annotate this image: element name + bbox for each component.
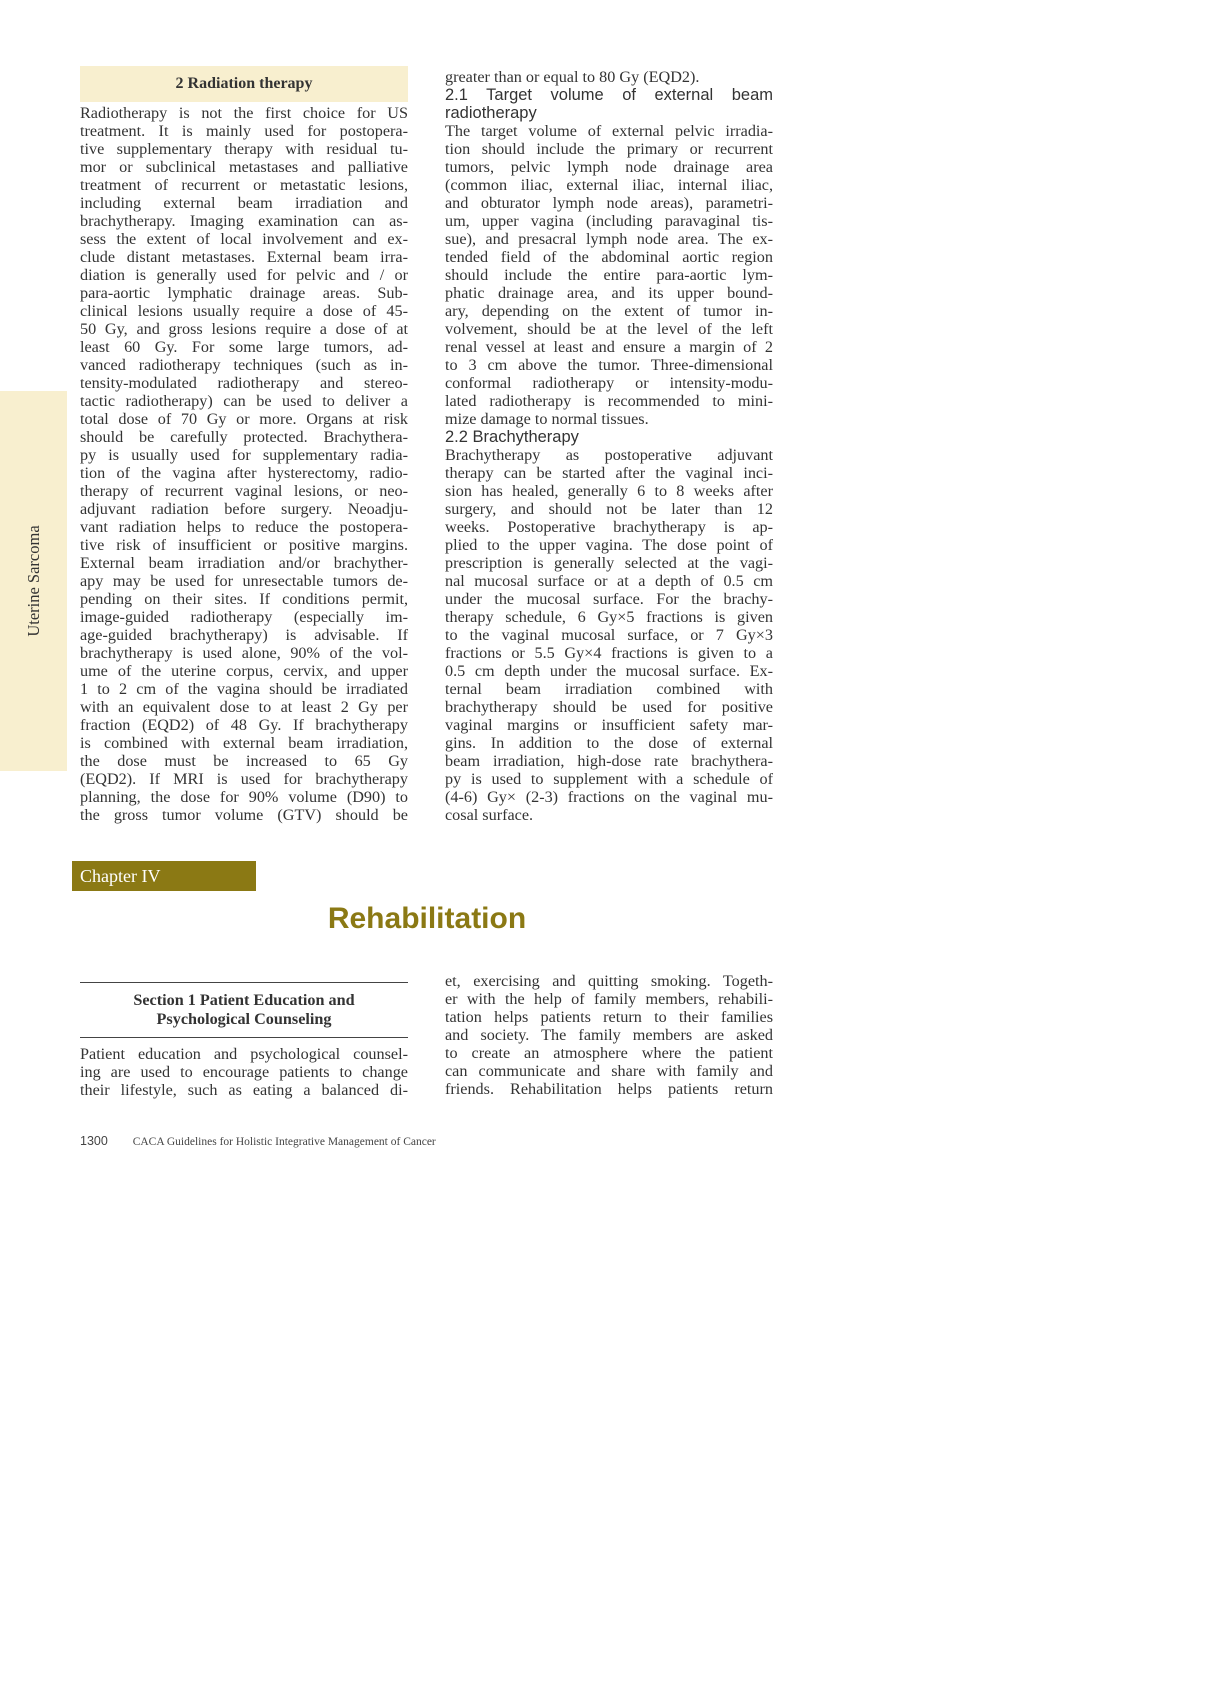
paragraph-line: Patient education and psychological counsel- [80,1045,408,1063]
paragraph-line: mor or subclinical metastases and palliative [80,158,408,176]
paragraph-line: weeks. Postoperative brachytherapy is ap- [445,518,773,536]
paragraph-line: vaginal margins or insufficient safety mar- [445,716,773,734]
paragraph-line: lated radiotherapy is recommended to mini- [445,392,773,410]
paragraph-line: tive risk of insufficient or positive margins. [80,536,408,554]
paragraph-line: cosal surface. [445,806,534,824]
paragraph-line: and obturator lymph node areas), parametri- [445,194,773,212]
paragraph-line: surgery, and should not be later than 12 [445,500,773,518]
paragraph-line: vanced radiotherapy techniques (such as in- [80,356,408,374]
paragraph-line: (EQD2). If MRI is used for brachytherapy [80,770,408,788]
paragraph-line: tion should include the primary or recurrent [445,140,773,158]
paragraph-line: the gross tumor volume (GTV) should be [80,806,408,824]
paragraph-line: (4-6) Gy× (2-3) fractions on the vaginal mu- [445,788,773,806]
paragraph-line: py is used to supplement with a schedule of [445,770,773,788]
paragraph-line: age-guided brachytherapy) is advisable. If [80,626,408,644]
right-column-radiation [445,68,773,824]
paragraph-line: their lifestyle, such as eating a balanced di- [80,1081,408,1099]
paragraph-line: image-guided radiotherapy (especially im- [80,608,408,626]
paragraph-line: apy may be used for unresectable tumors de- [80,572,408,590]
paragraph-line: et, exercising and quitting smoking. Togeth- [445,972,773,990]
paragraph-line: planning, the dose for 90% volume (D90) to [80,788,408,806]
paragraph-line: 1 to 2 cm of the vagina should be irradiated [80,680,408,698]
paragraph-line: pending on their sites. If conditions permit, [80,590,408,608]
paragraph-line: under the mucosal surface. For the brachy- [445,590,773,608]
paragraph-line: to the vaginal mucosal surface, or 7 Gy×3 [445,626,773,644]
paragraph-line: vant radiation helps to reduce the postopera- [80,518,408,536]
paragraph-2-1 [445,122,773,428]
chapter-label: Chapter IV [72,861,256,891]
paragraph-line: mize damage to normal tissues. [445,410,649,428]
paragraph-line: tactic radiotherapy) can be used to deliver a [80,392,408,410]
page-footer [80,1134,436,1148]
chapter-title: Rehabilitation [327,902,527,935]
paragraph-line: and society. The family members are asked [445,1026,773,1044]
paragraph-line: to 3 cm above the tumor. Three-dimensional [445,356,773,374]
paragraph-line: tensity-modulated radiotherapy and stereo- [80,374,408,392]
section-heading-radiation-therapy: 2 Radiation therapy [80,66,408,102]
paragraph-line: greater than or equal to 80 Gy (EQD2). [445,68,700,86]
paragraph-line: friends. Rehabilitation helps patients return [445,1080,773,1098]
subheading-2-1-cont: radiotherapy [445,104,537,122]
side-tab-label: Uterine Sarcoma [23,525,43,637]
paragraph-line: plied to the upper vagina. The dose point of [445,536,773,554]
paragraph-line: Brachytherapy as postoperative adjuvant [445,446,773,464]
paragraph-line: prescription is generally selected at the vagi- [445,554,773,572]
paragraph-line: tation helps patients return to their families [445,1008,773,1026]
section-1-heading [80,982,408,1038]
paragraph-line: should be carefully protected. Brachythera- [80,428,408,446]
paragraph-line: volvement, should be at the level of the left [445,320,773,338]
paragraph-line: therapy of recurrent vaginal lesions, or neo- [80,482,408,500]
paragraph-line: beam irradiation, high-dose rate brachythera- [445,752,773,770]
paragraph-line: tended field of the abdominal aortic region [445,248,773,266]
paragraph-line: sess the extent of local involvement and ex- [80,230,408,248]
paragraph-line: tion of the vagina after hysterectomy, radio- [80,464,408,482]
paragraph-line: total dose of 70 Gy or more. Organs at risk [80,410,408,428]
paragraph-line: ume of the uterine corpus, cervix, and upper [80,662,408,680]
paragraph-line: External beam irradiation and/or brachyther- [80,554,408,572]
paragraph-line: brachytherapy should be used for positive [445,698,773,716]
paragraph-line: ary, depending on the extent of tumor in- [445,302,773,320]
paragraph-line: ternal beam irradiation combined with [445,680,773,698]
paragraph-line: phatic drainage area, and its upper bound- [445,284,773,302]
paragraph-line: clude distant metastases. External beam irra- [80,248,408,266]
subheading-2-1: 2.1 Target volume of external beam [445,86,773,104]
left-column-radiation [80,104,408,824]
paragraph-line: fractions or 5.5 Gy×4 fractions is given to a [445,644,773,662]
paragraph-line: to create an atmosphere where the patient [445,1044,773,1062]
section-1-heading-line: Section 1 Patient Education and [133,991,355,1009]
paragraph-line: clinical lesions usually require a dose of 45- [80,302,408,320]
paragraph-line: adjuvant radiation before surgery. Neoadju- [80,500,408,518]
paragraph-line: brachytherapy. Imaging examination can as- [80,212,408,230]
paragraph-line: 0.5 cm depth under the mucosal surface. Ex- [445,662,773,680]
left-column-section1 [80,1045,408,1099]
paragraph-line: therapy can be started after the vaginal inci- [445,464,773,482]
section-1-heading-line: Psychological Counseling [156,1010,332,1028]
paragraph-line: fraction (EQD2) of 48 Gy. If brachytherapy [80,716,408,734]
paragraph-line: tive supplementary therapy with residual tu- [80,140,408,158]
paragraph-line: can communicate and share with family and [445,1062,773,1080]
paragraph-line: tumors, pelvic lymph node drainage area [445,158,773,176]
subheading-2-2: 2.2 Brachytherapy [445,428,579,446]
side-tab [0,391,67,771]
paragraph-line: py is usually used for supplementary radia- [80,446,408,464]
paragraph-line: is combined with external beam irradiation, [80,734,408,752]
paragraph-line: renal vessel at least and ensure a margin of 2 [445,338,773,356]
paragraph-line: the dose must be increased to 65 Gy [80,752,408,770]
paragraph-line: sue), and presacral lymph node area. The ex- [445,230,773,248]
paragraph-line: brachytherapy is used alone, 90% of the vol- [80,644,408,662]
page-number: 1300 [80,1134,108,1148]
paragraph-line: gins. In addition to the dose of external [445,734,773,752]
paragraph-line: er with the help of family members, rehabili- [445,990,773,1008]
paragraph-line: should include the entire para-aortic lym- [445,266,773,284]
paragraph-line: 50 Gy, and gross lesions require a dose of at [80,320,408,338]
journal-title: CACA Guidelines for Holistic Integrative Management of Cancer [132,1136,436,1148]
paragraph-line: um, upper vagina (including paravaginal tis- [445,212,773,230]
paragraph-line: nal mucosal surface or at a depth of 0.5 cm [445,572,773,590]
paragraph-line: conformal radiotherapy or intensity-modu- [445,374,773,392]
right-column-section1 [445,972,773,1098]
paragraph-line: diation is generally used for pelvic and / or [80,266,408,284]
paragraph-line: Radiotherapy is not the first choice for US [80,104,408,122]
paragraph-line: para-aortic lymphatic drainage areas. Sub- [80,284,408,302]
paragraph-line: (common iliac, external iliac, internal iliac, [445,176,773,194]
paragraph-line: The target volume of external pelvic irradia- [445,122,773,140]
paragraph-line: treatment of recurrent or metastatic lesions, [80,176,408,194]
paragraph-line: with an equivalent dose to at least 2 Gy per [80,698,408,716]
paragraph-line: including external beam irradiation and [80,194,408,212]
paragraph-line: ing are used to encourage patients to change [80,1063,408,1081]
paragraph-line: sion has healed, generally 6 to 8 weeks after [445,482,773,500]
paragraph-2-2 [445,446,773,824]
paragraph-line: therapy schedule, 6 Gy×5 fractions is given [445,608,773,626]
paragraph-line: treatment. It is mainly used for postopera- [80,122,408,140]
paragraph-line: least 60 Gy. For some large tumors, ad- [80,338,408,356]
